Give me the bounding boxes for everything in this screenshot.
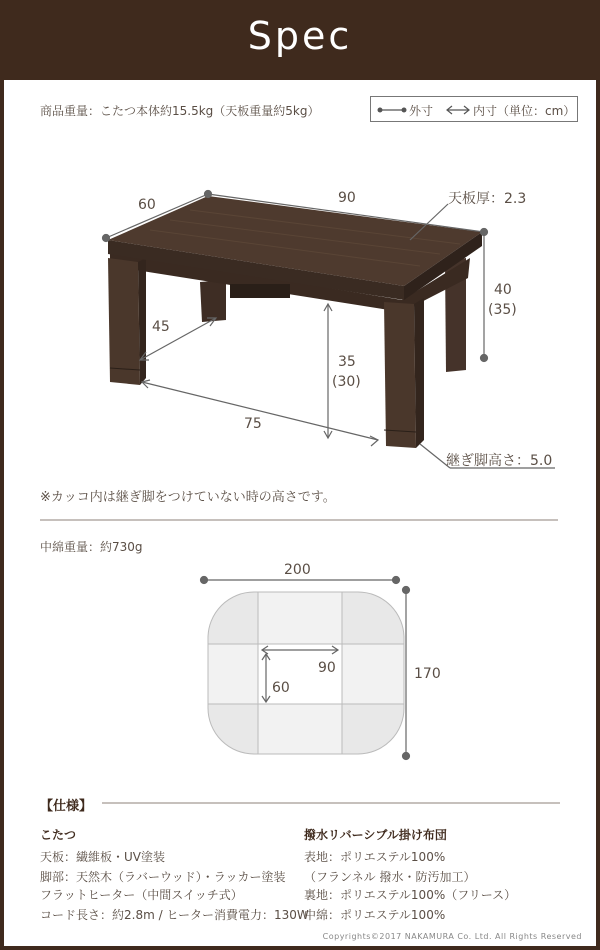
spec-right-line: 表地：ポリエステル100% bbox=[304, 850, 446, 864]
futon-inner-depth: 60 bbox=[272, 680, 290, 696]
heater-unit bbox=[230, 284, 290, 298]
dim-height-alt: (35) bbox=[488, 302, 517, 318]
dim-inner-depth: 45 bbox=[152, 319, 170, 335]
front-right-leg bbox=[384, 302, 416, 448]
page-title: Spec bbox=[247, 14, 353, 58]
front-left-leg bbox=[108, 258, 140, 385]
dim-width: 90 bbox=[338, 190, 356, 206]
legend-inner: 内寸（単位：cm） bbox=[473, 104, 576, 118]
spec-left-line: コード長さ：約2.8m / ヒーター消費電力：130W bbox=[40, 908, 309, 922]
spec-heading: 【仕様】 bbox=[40, 799, 93, 814]
futon-inner-width: 90 bbox=[318, 660, 336, 676]
futon-weight: 中綿重量：約730g bbox=[40, 540, 143, 554]
copyright: Copyrights©2017 NAKAMURA Co. Ltd. All Rights Reserved bbox=[322, 932, 582, 941]
spec-right-line: 中綿：ポリエステル100% bbox=[304, 908, 446, 922]
spec-left-line: 天板：繊維板・UV塗装 bbox=[40, 850, 165, 864]
dim-inner-height-alt: (30) bbox=[332, 374, 361, 390]
futon-diagram bbox=[208, 592, 404, 754]
spec-left-line: 脚部：天然木（ラバーウッド）・ラッカー塗装 bbox=[40, 870, 286, 884]
dim-inner-width: 75 bbox=[244, 416, 262, 432]
spec-right-title: 撥水リバーシブル掛け布団 bbox=[304, 828, 447, 842]
futon-height: 170 bbox=[414, 666, 441, 682]
dim-extension-leg: 継ぎ脚高さ：5.0 bbox=[446, 453, 553, 469]
spec-left-line: フラットヒーター（中間スイッチ式） bbox=[40, 888, 243, 902]
dim-top-thickness: 天板厚：2.3 bbox=[448, 191, 527, 207]
spec-right-line: （フランネル 撥水・防汚加工） bbox=[304, 870, 476, 884]
spec-right-line: 裏地：ポリエステル100%（フリース） bbox=[304, 888, 517, 902]
spec-left-title: こたつ bbox=[40, 828, 77, 842]
dim-depth: 60 bbox=[138, 197, 156, 213]
back-left-leg bbox=[200, 280, 226, 322]
dim-inner-height: 35 bbox=[338, 354, 356, 370]
dim-height: 40 bbox=[494, 282, 512, 298]
height-note: ※カッコ内は継ぎ脚をつけていない時の高さです。 bbox=[40, 490, 336, 505]
legend-outer: 外寸 bbox=[409, 104, 434, 118]
product-weight: 商品重量：こたつ本体約15.5kg（天板重量約5kg） bbox=[40, 104, 320, 118]
futon-width: 200 bbox=[284, 562, 311, 578]
